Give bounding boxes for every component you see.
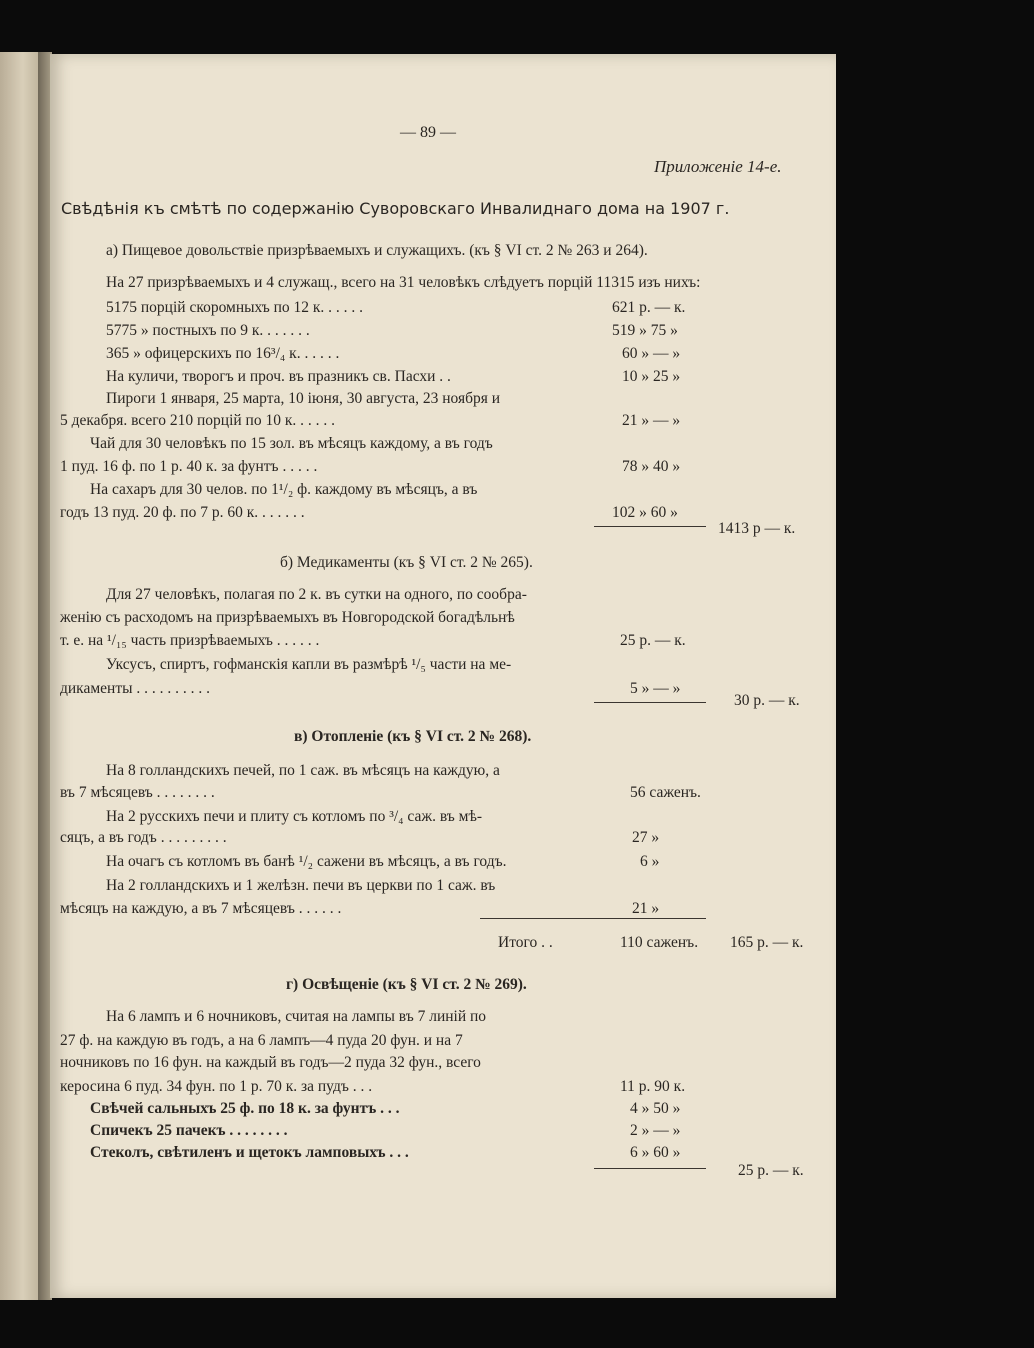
section-d-amount: 11 р. 90 к. (620, 1078, 686, 1095)
section-d-total: 25 р. — к. (738, 1162, 804, 1179)
section-c-amount: 27 » (632, 829, 660, 846)
section-c-itogo-amount: 110 саженъ. (620, 934, 699, 951)
section-c-line: мѣсяцъ на каждую, а въ 7 мѣсяцевъ . . . . . . (60, 900, 342, 917)
section-d-heading: г) Освѣщенiе (къ § VI ст. 2 № 269). (286, 976, 527, 993)
section-c-line: въ 7 мѣсяцевъ . . . . . . . . (60, 784, 215, 801)
section-a-amount: 10 » 25 » (622, 368, 681, 385)
section-a-heading: а) Пищевое довольствiе призрѣваемыхъ и служащихъ. (къ § VI ст. 2 № 263 и 264). (106, 242, 648, 259)
section-d-rule (594, 1168, 706, 1169)
section-b-total: 30 р. — к. (734, 692, 800, 709)
section-c-itogo-label: Итого . . (498, 934, 553, 951)
section-d-line: Стеколъ, свѣтиленъ и щетокъ ламповыхъ . . . (90, 1144, 409, 1161)
section-c-rule (480, 918, 706, 919)
page-title: Свѣдѣнiя къ смѣтѣ по содержанiю Суворовскаго Инвалиднаго дома на 1907 г. (61, 199, 730, 218)
section-a-amount: 102 » 60 » (612, 504, 678, 521)
section-a-total: 1413 р — к. (718, 520, 796, 537)
section-d-line: Спичекъ 25 пачекъ . . . . . . . . (90, 1122, 288, 1139)
section-b-line: дикаменты . . . . . . . . . . (60, 680, 211, 697)
section-b-rule (594, 702, 706, 703)
section-a-line: 5175 порцiй скоромныхъ по 12 к. . . . . . (106, 299, 364, 316)
section-a-rule (594, 526, 706, 527)
section-b-line: женiю съ расходомъ на призрѣваемыхъ въ Новгородской богадѣльнѣ (60, 609, 515, 626)
section-d-line: ночниковъ по 16 фун. на каждый въ годъ—2 пуда 32 фун., всего (60, 1054, 481, 1071)
section-c-amount: 56 саженъ. (630, 784, 701, 801)
section-a-amount: 621 р. — к. (612, 299, 686, 316)
section-a-line: Пироги 1 января, 25 марта, 10 iюня, 30 августа, 23 ноября и (106, 390, 501, 407)
section-b-amount: 5 » — » (630, 680, 681, 697)
section-d-line: керосина 6 пуд. 34 фун. по 1 р. 70 к. за пудъ . . . (60, 1078, 373, 1095)
section-a-line: 1 пуд. 16 ф. по 1 р. 40 к. за фунтъ . . . . . (60, 458, 318, 475)
section-c-total: 165 р. — к. (730, 934, 804, 951)
section-b-line: Для 27 человѣкъ, полагая по 2 к. въ сутки на одного, по сообра- (106, 586, 527, 603)
section-a-line: Чай для 30 человѣкъ по 15 зол. въ мѣсяцъ каждому, а въ годъ (90, 435, 493, 452)
section-d-amount: 4 » 50 » (630, 1100, 681, 1117)
section-a-line: 5 декабря. всего 210 порцiй по 10 к. . . . . . (60, 412, 335, 429)
section-a-intro: На 27 призрѣваемыхъ и 4 служащ., всего на 31 человѣкъ слѣдуетъ порцiй 11315 изъ нихъ: (106, 274, 701, 291)
section-d-amount: 6 » 60 » (630, 1144, 681, 1161)
section-c-amount: 6 » (640, 853, 660, 870)
page-number: — 89 — (400, 124, 456, 141)
section-c-amount: 21 » (632, 900, 660, 917)
section-d-line: Свѣчей сальныхъ 25 ф. по 18 к. за фунтъ . . . (90, 1100, 400, 1117)
document-page (50, 54, 836, 1298)
section-a-amount: 21 » — » (622, 412, 681, 429)
section-d-amount: 2 » — » (630, 1122, 681, 1139)
section-b-heading: б) Медикаменты (къ § VI ст. 2 № 265). (280, 554, 533, 571)
section-a-amount: 519 » 75 » (612, 322, 678, 339)
section-a-line: 365 » офицерскихъ по 16³/₄ к. . . . . . (106, 345, 340, 362)
section-b-amount: 25 р. — к. (620, 632, 686, 649)
appendix-label: Приложенiе 14-е. (654, 157, 782, 176)
section-a-amount: 78 » 40 » (622, 458, 681, 475)
section-c-line: На 2 голландскихъ и 1 желѣзн. печи въ церкви по 1 саж. въ (106, 877, 496, 894)
section-a-line: годъ 13 пуд. 20 ф. по 7 р. 60 к. . . . . . . (60, 504, 305, 521)
section-c-line: сяцъ, а въ годъ . . . . . . . . . (60, 829, 227, 846)
left-page-edge (0, 52, 38, 1300)
section-c-line: На 8 голландскихъ печей, по 1 саж. въ мѣсяцъ на каждую, а (106, 762, 500, 779)
section-b-line: т. е. на ¹/₁₅ часть призрѣваемыхъ . . . . . . (60, 632, 320, 649)
section-b-line: Уксусъ, спиртъ, гофманскiя капли въ размѣрѣ ¹/₅ части на ме- (106, 656, 512, 673)
section-a-line: На сахаръ для 30 челов. по 1¹/₂ ф. каждому въ мѣсяцъ, а въ (90, 481, 478, 498)
section-a-line: 5775 » постныхъ по 9 к. . . . . . . (106, 322, 310, 339)
section-c-line: На очагъ съ котломъ въ банѣ ¹/₂ сажени въ мѣсяцъ, а въ годъ. (106, 853, 507, 870)
section-a-line: На куличи, творогъ и проч. въ празникъ св. Пасхи . . (106, 368, 451, 385)
section-d-line: На 6 лампъ и 6 ночниковъ, считая на лампы въ 7 линiй по (106, 1008, 487, 1025)
section-c-heading: в) Отопленiе (къ § VI ст. 2 № 268). (294, 728, 532, 745)
section-a-amount: 60 » — » (622, 345, 681, 362)
section-c-line: На 2 русскихъ печи и плиту съ котломъ по ³/₄ саж. въ мѣ- (106, 808, 483, 825)
section-d-line: 27 ф. на каждую въ годъ, а на 6 лампъ—4 пуда 20 фун. и на 7 (60, 1032, 463, 1049)
